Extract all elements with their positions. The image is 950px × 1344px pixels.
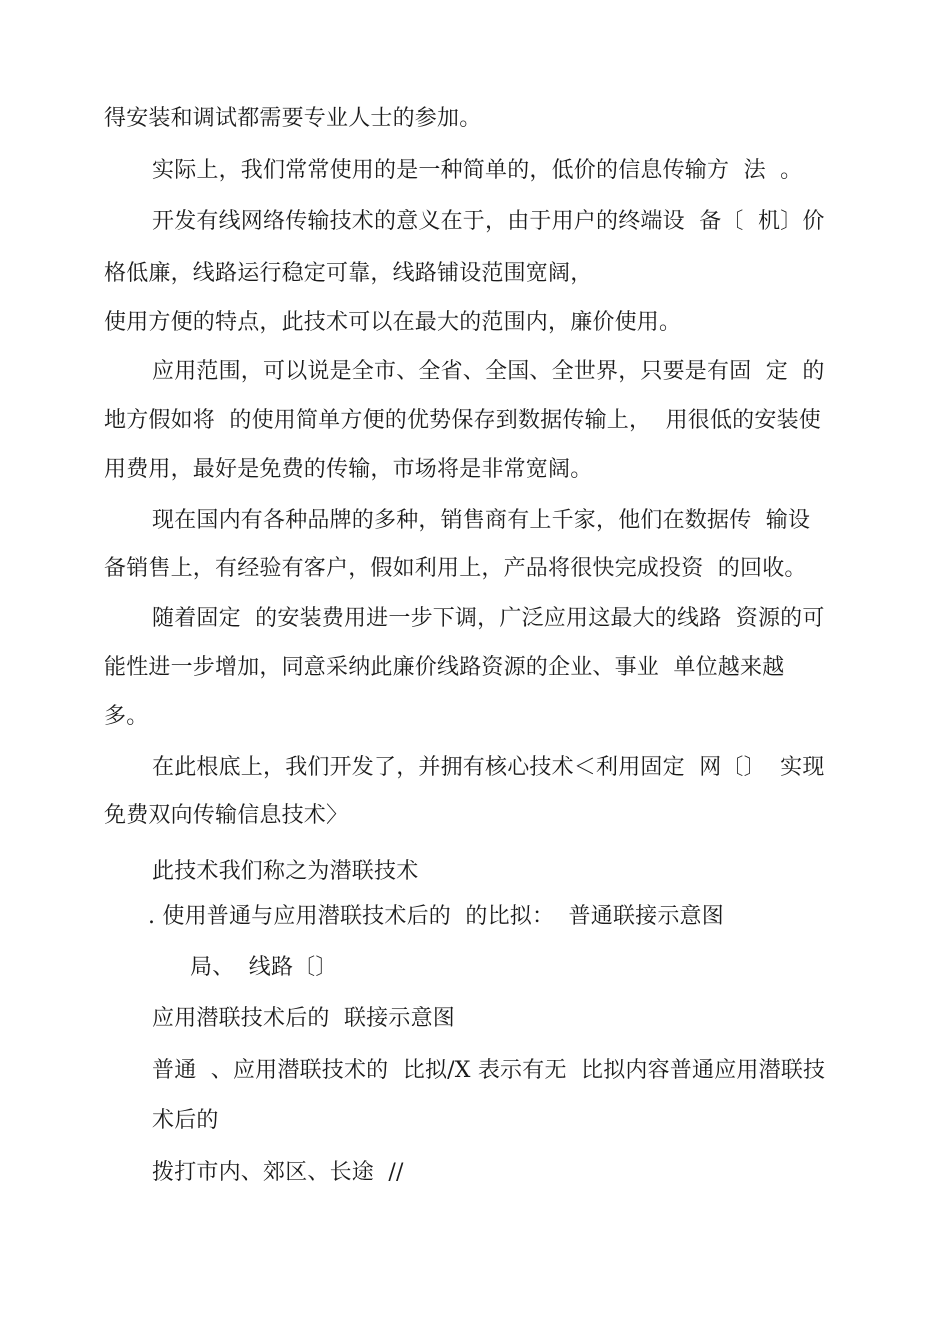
text-line-11: 随着固定 的安装费用进一步下调，广泛应用这最大的线路 资源的可	[152, 606, 825, 631]
text-line-4: 格低廉，线路运行稳定可靠，线路铺设范围宽阔，	[104, 261, 593, 286]
text-line-14: 在此根底上，我们开发了，并拥有核心技术＜利用固定 网〔〕 实现	[152, 755, 825, 780]
text-line-17: . 使用普通与应用潜联技术后的 的比拟： 普通联接示意图	[148, 904, 724, 929]
text-line-2: 实际上，我们常常使用的是一种简单的，低价的信息传输方 法 。	[152, 158, 803, 183]
text-line-18: 局、 线路〔〕	[190, 955, 338, 980]
text-line-13: 多。	[104, 704, 149, 729]
text-line-20: 普通 、应用潜联技术的 比拟/X 表示有无 比拟内容普通应用潜联技	[152, 1058, 826, 1083]
text-line-19: 应用潜联技术后的 联接示意图	[152, 1006, 455, 1031]
text-line-1: 得安装和调试都需要专业人士的参加。	[104, 106, 482, 131]
text-line-10: 备销售上，有经验有客户，假如利用上，产品将很快完成投资 的回收。	[104, 556, 807, 581]
text-line-7: 地方假如将 的使用简单方便的优势保存到数据传输上， 用很低的安装使	[104, 408, 821, 433]
text-line-3: 开发有线网络传输技术的意义在于，由于用户的终端设 备〔 机〕价	[152, 209, 825, 234]
text-line-12: 能性进一步增加，同意采纳此廉价线路资源的企业、事业 单位越来越	[104, 655, 785, 680]
text-line-16: 此技术我们称之为潜联技术	[152, 859, 419, 884]
text-line-5: 使用方便的特点，此技术可以在最大的范围内，廉价使用。	[104, 310, 682, 335]
text-line-9: 现在国内有各种品牌的多种，销售商有上千家，他们在数据传 输设	[152, 508, 811, 533]
text-line-6: 应用范围，可以说是全市、全省、全国、全世界，只要是有固 定 的	[152, 359, 825, 384]
text-line-15: 免费双向传输信息技术〉	[104, 803, 349, 828]
text-line-21: 术后的	[152, 1108, 219, 1133]
text-line-8: 用费用，最好是免费的传输，市场将是非常宽阔。	[104, 457, 593, 482]
text-line-22: 拨打市内、郊区、长途 //	[152, 1160, 404, 1185]
